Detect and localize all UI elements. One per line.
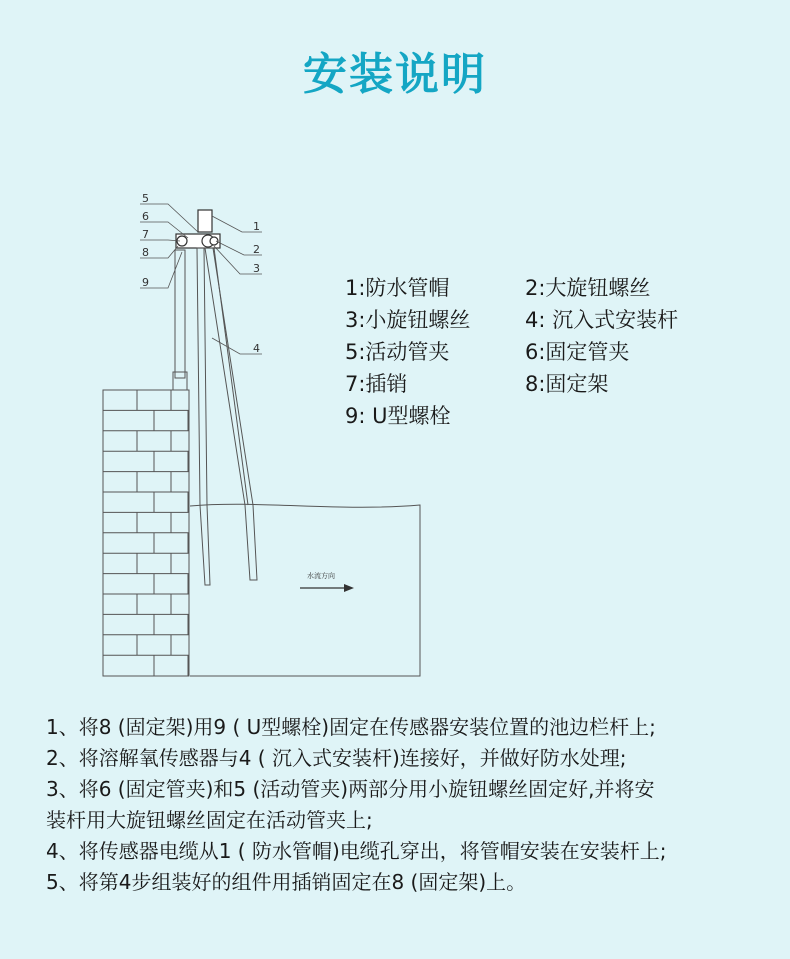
step-line: 3、将6 (固定管夹)和5 (活动管夹)两部分用小旋钮螺丝固定好,并将安 — [46, 777, 655, 801]
legend-item: 8:固定架 — [525, 372, 609, 396]
callout-8: 8 — [142, 246, 149, 259]
step-line: 装杆用大旋钮螺丝固定在活动管夹上; — [46, 808, 373, 832]
legend-row — [345, 400, 745, 432]
legend-row — [345, 368, 745, 400]
callout-6: 6 — [142, 210, 149, 223]
fixed-post — [173, 250, 187, 390]
callout-2: 2 — [253, 243, 260, 256]
legend-item: 6:固定管夹 — [525, 340, 630, 364]
legend-item: 7:插销 — [345, 372, 408, 396]
brick-wall — [103, 390, 189, 676]
installation-steps — [46, 712, 766, 898]
legend-item: 3:小旋钮螺丝 — [345, 308, 471, 332]
installation-diagram — [0, 180, 790, 700]
flow-direction — [300, 571, 354, 592]
legend-row — [345, 272, 745, 304]
page-title: 安装说明 — [303, 49, 487, 100]
parts-legend — [345, 272, 745, 432]
callout-7: 7 — [142, 228, 149, 241]
callout-3: 3 — [253, 262, 260, 275]
step-line: 4、将传感器电缆从1 ( 防水管帽)电缆孔穿出，将管帽安装在安装杆上; — [46, 839, 667, 863]
legend-item: 5:活动管夹 — [345, 340, 450, 364]
step-line: 5、将第4步组装好的组件用插销固定在8 (固定架)上。 — [46, 870, 527, 894]
step-line: 2、将溶解氧传感器与4 ( 沉入式安装杆)连接好，并做好防水处理; — [46, 746, 627, 770]
callout-5: 5 — [142, 192, 149, 205]
flow-label: 水流方向 — [307, 572, 335, 580]
callout-4: 4 — [253, 342, 260, 355]
legend-item: 9: U型螺栓 — [345, 404, 451, 428]
legend-row — [345, 336, 745, 368]
legend-row — [345, 304, 745, 336]
mounting-head — [176, 210, 220, 248]
callout-9: 9 — [142, 276, 149, 289]
installation-rod — [197, 248, 257, 585]
callout-1: 1 — [253, 220, 260, 233]
water-tank — [190, 504, 420, 676]
legend-item: 2:大旋钮螺丝 — [525, 276, 651, 300]
step-line: 1、将8 (固定架)用9 ( U型螺栓)固定在传感器安装位置的池边栏杆上; — [46, 715, 656, 739]
legend-item: 1:防水管帽 — [345, 276, 450, 300]
legend-item: 4: 沉入式安装杆 — [525, 308, 679, 332]
